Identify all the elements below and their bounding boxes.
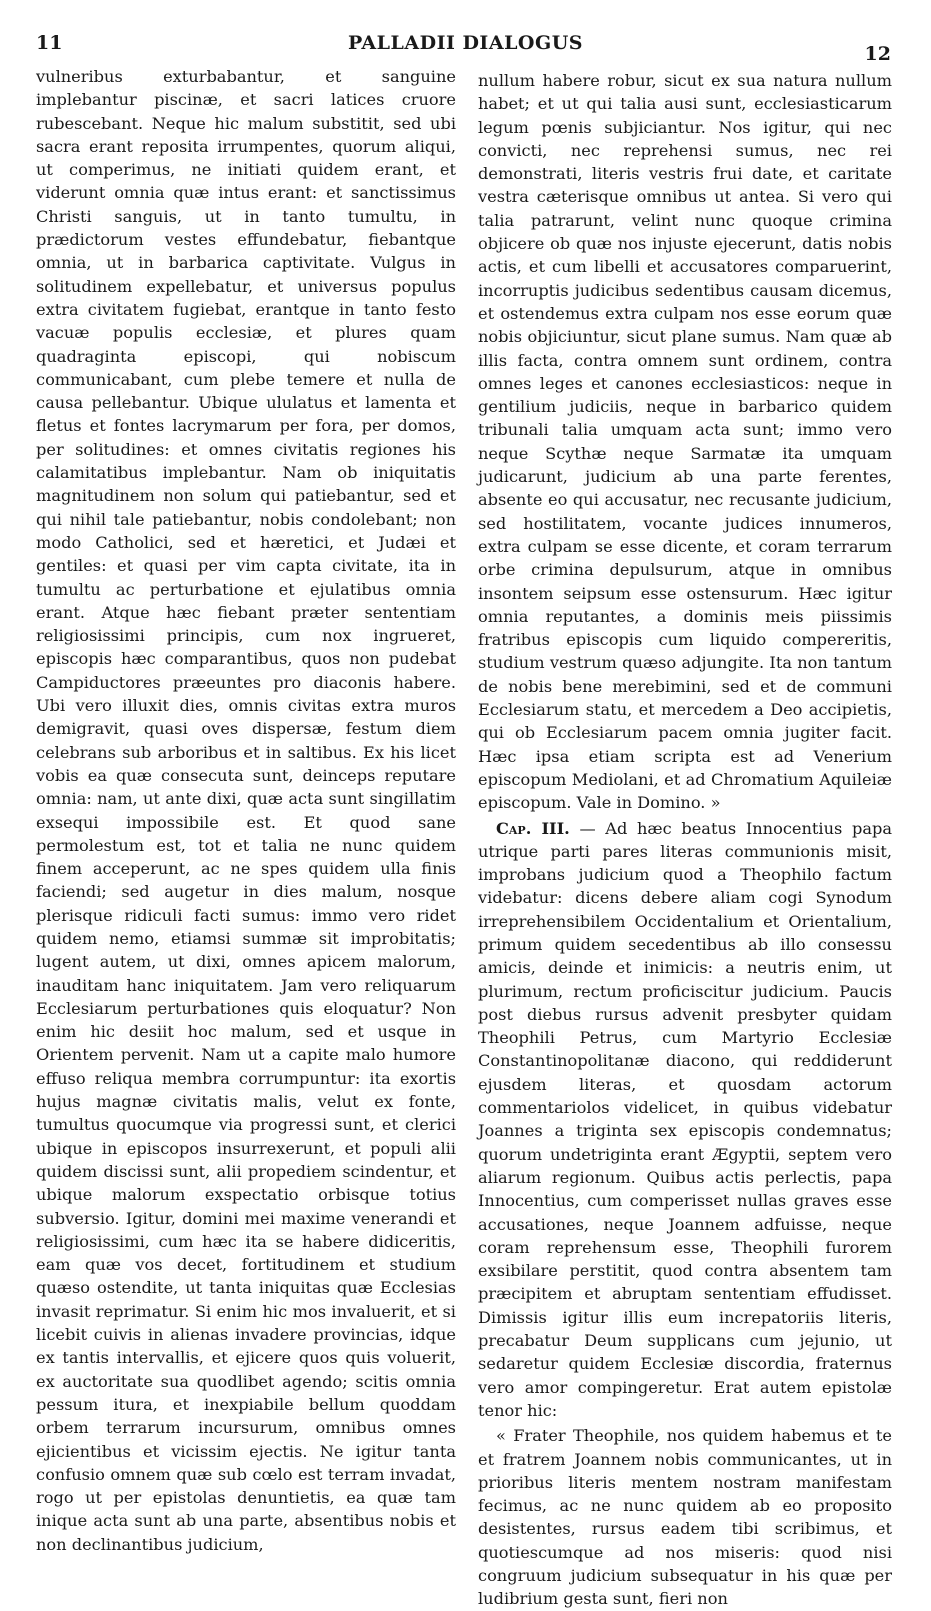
page-number-left: 11 (36, 32, 63, 54)
right-column-paragraph-1: nullum habere robur, sicut ex sua natura nullum habet; et ut qui talia ausi sunt, ecclesiasticarum legum pœnis subjiciantur. Nos igitur, qui nec convicti, nec reprehensi sumus, nec rei demonstrati, literis vestris frui date, et caritate vestra cæterisque omnibus ut antea. Si vero qui talia patrarunt, velint nunc quoque crimina objicere ob quæ nos injuste ejecerunt, datis nobis actis, et cum libelli et accusatores comparuerint, incorruptis judicibus sedentibus causam dicemus, et ostendemus extra culpam nos esse eorum quæ nobis objiciuntur, sicut plane sumus. Nam quæ ab illis facta, contra omnem sunt ordinem, contra omnes leges et canones ecclesiasticos: neque in gentilium judiciis, neque in barbarico quidem tribunali talia umquam acta sunt; immo vero neque Scythæ neque Sarmatæ ita umquam judicarunt, judicium ab una parte ferentes, absente eo qui accusatur, nec recusante judicium, sed hostilitatem, vocante judices innumeros, extra culpam se esse dicente, et coram terrarum orbe crimina depulsurum, atque in omnibus insontem seipsum esse ostensurum. Hæc igitur omnia reputantes, a dominis meis piissimis fratribus episcopis cum liquido compereritis, studium vestrum quæso adjungite. Ita non tantum de nobis bene merebimini, sed et de communi Ecclesiarum statu, et mercedem a Deo accipietis, qui ob Ecclesiarum pacem omnia jugiter facit. Hæc ipsa etiam scripta est ad Venerium episcopum Mediolani, et ad Chromatium Aquileiæ episcopum. Vale in Domino. » (478, 71, 892, 813)
chapter-text: — Ad hæc beatus Innocentius papa utrique parti pares literas communionis misit, improbans judicium quod a Theophilo factum videbatur: dicens debere aliam cogi Synodum irreprehensibilem Occidentalium et Orientalium, primum quidem secedentibus ab illo consessu amicis, deinde et inimicis: a neutris enim, ut plurimum, rectum proficiscitur judicium. Paucis post diebus rursus advenit presbyter quidam Theophili Petrus, cum Martyrio Ecclesiæ Constantinopolitanæ diacono, qui reddiderunt ejusdem literas, et quosdam actorum commentariolos videlicet, in quibus videbatur Joannes a triginta sex episcopis condemnatus; quorum undetriginta erant Ægyptii, septem vero aliarum regionum. Quibus actis perlectis, papa Innocentius, cum comperisset nullas graves esse accusationes, neque Joannem adfuisse, neque coram reprehensum esse, Theophili furorem exsibilare perstitit, quod contra absentem tam præcipitem et abruptam sententiam effudisset. Dimissis igitur illis eum increpatoriis literis, precabatur Deum supplicans cum jejunio, ut sedaretur quidem Ecclesiæ discordia, fraternus vero amor compingeretur. Erat autem epistolæ tenor hic: (478, 818, 892, 1420)
letter-paragraph: « Frater Theophile, nos quidem habemus et te et fratrem Joannem nobis communicantes, ut in prioribus literis mentem nostram manifestam fecimus, ac ne nunc quidem ab eo proposito desistentes, rursus eadem tibi scribimus, et quotiescumque ad nos miseris: quod nisi congruum judicium subsequatur in his quæ per ludibrium gesta sunt, fieri non (478, 1426, 892, 1609)
page-number-right: 12 (864, 43, 891, 65)
left-column-text: vulneribus exturbabantur, et sanguine implebantur piscinæ, et sacri latices cruore rubescebant. Neque hic malum substitit, sed ubi sacra erant reposita irrumpentes, quorum aliqui, ut comperimus, ne initiati quidem erant, et viderunt omnia quæ intus erant: et sanctissimus Christi sanguis, ut in tanto tumultu, in prædictorum vestes effundebatur, fiebantque omnia, ut in barbarica captivitate. Vulgus in solitudinem expellebatur, et universus populus extra civitatem fugiebat, erantque in tanto festo vacuæ populis ecclesiæ, et plures quam quadraginta episcopi, qui nobiscum communicabant, cum plebe temere et nulla de causa pellebantur. Ubique ululatus et lamenta et fletus et fontes lacrymarum per fora, per domos, per solitudines: et omnes civitatis regiones his calamitatibus implebantur. Nam ob iniquitatis magnitudinem non solum qui patiebantur, sed et qui nihil tale patiebantur, nobis condolebant; non modo Catholici, sed et hæretici, et Judæi et gentiles: et quasi per vim capta civitate, ita in tumultu ac perturbatione et ejulatibus omnia erant. Atque hæc fiebant præter sententiam religiosissimi principis, cum nox ingrueret, episcopis hæc comparantibus, quos non pudebat Campiductores præeuntes pro diaconis habere. Ubi vero illuxit dies, omnis civitas extra muros demigravit, quasi oves dispersæ, festum diem celebrans sub arboribus et in saltibus. Ex his licet vobis ea quæ consecuta sunt, deinceps reputare omnia: nam, ut ante dixi, quæ acta sunt singillatim exsequi impossibile est. Et quod sane permolestum est, tot et talia ne nunc quidem finem acceperunt, ac ne spes quidem ulla finis faciendi; sed augetur in dies malum, nosque plerisque ridiculi facti sumus: immo vero ridet quidem nemo, etiamsi summæ sit improbitatis; lugent autem, ut dixi, omnes apicem malorum, inauditam hanc iniquitatem. Jam vero reliquarum Ecclesiarum perturbationes quis eloquatur? Non enim hic desiit hoc malum, sed et usque in Orientem pervenit. Nam ut a capite malo humore effuso reliqua membra corrumpuntur: ita exortis hujus magnæ civitatis malis, velut ex fonte, tumultus quocumque via progressi sunt, et clerici ubique in episcopos insurrexerunt, et populi alii quidem discissi sunt, alii propediem scindentur, et ubique malorum exspectatio orbisque totius subversio. Igitur, domini mei maxime venerandi et religiosissimi, cum hæc ita se habere didiceritis, eam quæ vos decet, fortitudinem et studium quæso ostendite, ut tanta iniquitas quæ Ecclesias invasit reprimatur. Si enim hic mos invaluerit, et si licebit cuivis in alienas invadere provincias, idque ex tantis intervallis, et ejicere quos quis voluerit, ex auctoritate sua quodlibet agendo; scitis omnia pessum itura, et inexpiabile bellum quoddam orbem terrarum incursurum, omnibus omnes ejicientibus et vicissim ejectis. Ne igitur tanta confusio omnem quæ sub cœlo est terram invadat, rogo ut per epistolas denuntietis, ea quæ tam inique acta sunt ab una parte, absentibus nobis et non declinantibus judicium, (36, 67, 456, 1554)
running-title: PALLADII DIALOGUS (347, 32, 583, 54)
page-header (0, 30, 931, 65)
chapter-paragraph (478, 817, 892, 1423)
left-column (36, 65, 456, 1556)
right-column (478, 69, 892, 1611)
chapter-label: Cap. III. (496, 818, 570, 838)
